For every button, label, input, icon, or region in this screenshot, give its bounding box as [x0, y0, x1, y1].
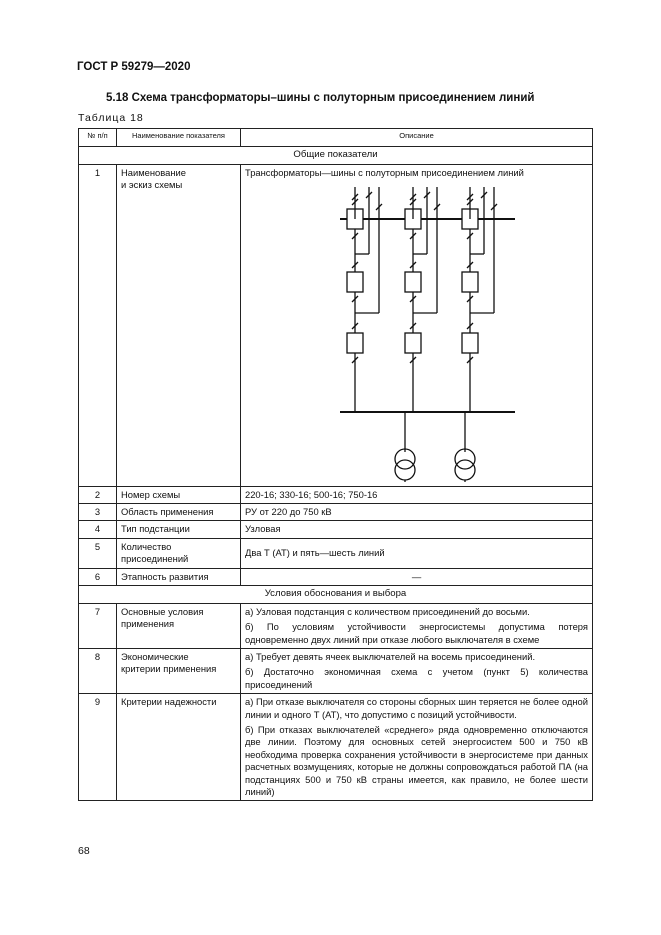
table-row — [79, 694, 593, 801]
row-name: Экономические критерии применения — [117, 648, 241, 693]
table-row — [79, 648, 593, 693]
table-row — [79, 504, 593, 521]
row-number: 8 — [79, 648, 117, 693]
row-name: Критерии надежности — [117, 694, 241, 801]
description-item: а) При отказе выключателя со стороны сборных шин теряется не более одной линии и одного Т (АТ), что допустимо с позиций устойчивости. — [245, 696, 588, 720]
transformer-1 — [395, 412, 415, 482]
table-header-row — [79, 129, 593, 147]
table-row — [79, 486, 593, 503]
column-header-description: Описание — [241, 129, 593, 147]
circuit-breaker — [462, 272, 478, 292]
row-name: Основные условия применения — [117, 603, 241, 648]
row-description — [241, 164, 593, 486]
row-number: 3 — [79, 504, 117, 521]
table-row — [79, 164, 593, 486]
row-name: Наименование и эскиз схемы — [117, 164, 241, 486]
description-item: б) При отказах выключателей «среднего» ряда одновременно отключаются две линии. Поэтому для основных сетей энергосистем 500 и 750 кВ необходима проверка сохранения устойчивости в энергосистеме при данных расчетных возмущениях, которые не должны сопровождаться работой ПА (на подстанциях 500 и 750 кВ страны имеется, как правило, не более шести линий) — [245, 724, 588, 798]
row-number: 4 — [79, 521, 117, 538]
row-description: — — [241, 568, 593, 585]
section-heading-general: Общие показатели — [79, 147, 593, 165]
section-row-conditions — [79, 586, 593, 604]
section-row-general — [79, 147, 593, 165]
description-item: б) По условиям устойчивости энергосистемы допустима потеря одновременно двух линий при отказе любого выключателя в схеме — [245, 621, 588, 645]
row-name: Номер схемы — [117, 486, 241, 503]
document-standard-header: ГОСТ Р 59279—2020 — [77, 61, 191, 73]
row-description — [241, 694, 593, 801]
section-heading-conditions: Условия обоснования и выбора — [79, 586, 593, 604]
row-description: РУ от 220 до 750 кВ — [241, 504, 593, 521]
row-description: Два Т (АТ) и пять—шесть линий — [241, 538, 593, 568]
row-name: Тип подстанции — [117, 521, 241, 538]
row-description: 220-16; 330-16; 500-16; 750-16 — [241, 486, 593, 503]
table-row — [79, 538, 593, 568]
section-title: 5.18 Схема трансформаторы–шины с полуторным присоединением линий — [106, 92, 535, 104]
circuit-breaker — [405, 272, 421, 292]
row-number: 7 — [79, 603, 117, 648]
transformer-2 — [455, 412, 475, 482]
scheme-container — [245, 167, 588, 484]
column-header-indicator: Наименование показателя — [117, 129, 241, 147]
row-description — [241, 603, 593, 648]
circuit-breaker — [462, 333, 478, 353]
circuit-breaker — [347, 333, 363, 353]
row-number: 9 — [79, 694, 117, 801]
row-number: 6 — [79, 568, 117, 585]
description-item: а) Узловая подстанция с количеством присоединений до восьми. — [245, 605, 530, 617]
indicators-table — [78, 128, 593, 801]
table-row — [79, 568, 593, 585]
table-row — [79, 603, 593, 648]
description-item: б) Достаточно экономичная схема с учетом (пункт 5) количества присоединений — [245, 666, 588, 690]
table-row — [79, 521, 593, 538]
substation-scheme-diagram — [335, 187, 525, 482]
row-description — [241, 648, 593, 693]
table-label: Таблица 18 — [78, 112, 144, 124]
row-number: 5 — [79, 538, 117, 568]
page-number: 68 — [78, 845, 90, 857]
scheme-caption: Трансформаторы—шины с полуторным присоединением линий — [245, 166, 524, 178]
row-name: Этапность развития — [117, 568, 241, 585]
row-description: Узловая — [241, 521, 593, 538]
row-number: 1 — [79, 164, 117, 486]
description-item: а) Требует девять ячеек выключателей на восемь присоединений. — [245, 650, 536, 662]
circuit-breaker — [405, 333, 421, 353]
column-header-number: № п/п — [79, 129, 117, 147]
circuit-breaker — [347, 272, 363, 292]
row-number: 2 — [79, 486, 117, 503]
row-name: Количество присоединений — [117, 538, 241, 568]
row-name: Область применения — [117, 504, 241, 521]
